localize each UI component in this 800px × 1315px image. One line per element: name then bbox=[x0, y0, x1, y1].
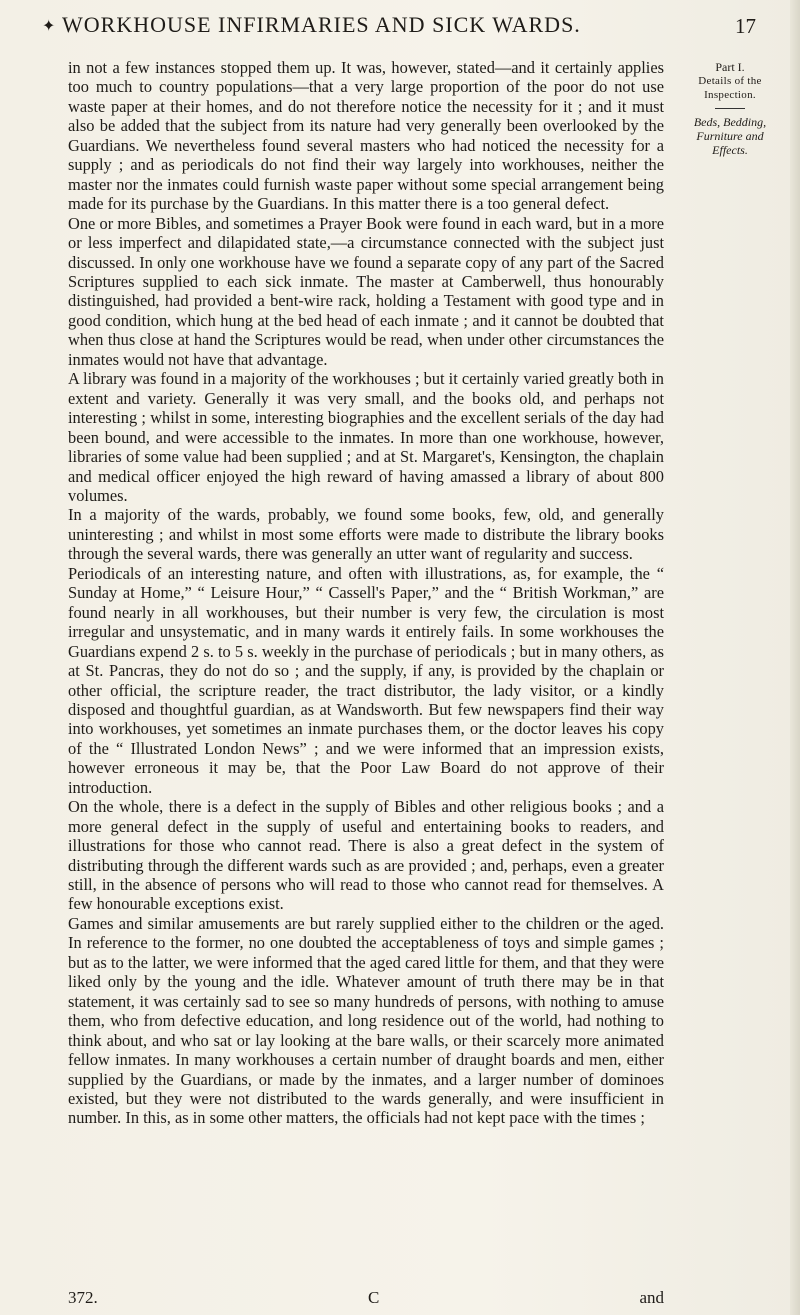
running-header bbox=[40, 8, 756, 48]
running-title: WORKHOUSE INFIRMARIES AND SICK WARDS. bbox=[62, 12, 581, 37]
margin-subject-line3: Effects. bbox=[712, 143, 748, 157]
margin-subject-line1: Beds, Bedding, bbox=[693, 115, 767, 129]
page-footer bbox=[68, 1288, 664, 1310]
margin-part-label: Part I. bbox=[715, 60, 745, 74]
paragraph-1: in not a few instances stopped them up. It was, however, stated—and it certainly applies too much to country populations—that a very large proportion of the poor do not use waste paper at their homes, and do not therefore notice the necessity for it ; and it must also be added that the subject from its nature had very generally been overlooked by the Guardians. We nevertheless found several masters who had noticed the necessity for a supply ; and as periodicals do not find their way largely into workhouses, neither the master nor the inmates could furnish waste paper without some special arrangement being made for its purchase by the Guardians. In this matter there is a too general defect. bbox=[68, 58, 664, 214]
footer-signature: C bbox=[368, 1288, 380, 1307]
paragraph-7: Games and similar amusements are but rarely supplied either to the children or the aged. In reference to the former, no one doubted the acceptableness of toys and simple games ; but as to the latter, we were informed that the aged cared little for them, and that they were liked only by the young and the idle. Whatever amount of truth there may be in that statement, it was certainly sad to see so many hundreds of persons, with nothing to amuse them, who from defective education, and long residence out of the world, had nothing to think about, and who sat or lay looking at the bare walls, or their scarcely more animated fellow inmates. In many workhouses a certain number of draught boards and men, either supplied by the Guardians, or made by the inmates, and a larger number of dominoes existed, but they were not distributed to the wards generally, and were insufficient in number. In this, as in some other matters, the officials had not kept pace with the times ; bbox=[68, 913, 664, 1128]
paragraph-3: A library was found in a majority of the workhouses ; but it certainly varied greatly both in extent and variety. Generally it was very small, and the books old, and perhaps not interesting ; whilst in some, interesting biographies and the excellent serials of the day had been bound, and were accessible to the inmates. In more than one workhouse, however, libraries of some value had been supplied ; and at St. Margaret's, Kensington, the chaplain and medical officer enjoyed the high reward of having amassed a library of about 800 volumes. bbox=[68, 369, 664, 505]
body-text bbox=[68, 58, 664, 1128]
paragraph-4: In a majority of the wards, probably, we found some books, few, old, and generally uninteresting ; and whilst in most some efforts were made to distribute the library books through the several wards, there was generally an utter want of regularity and success. bbox=[68, 505, 664, 564]
margin-notes bbox=[680, 60, 780, 157]
margin-details-line2: Inspection. bbox=[704, 89, 756, 101]
page-edge bbox=[790, 0, 800, 1315]
paragraph-6: On the whole, there is a defect in the supply of Bibles and other religious books ; and a more general defect in the supply of useful and entertaining books to readers, and illustrations for those who cannot read. There is also a great defect in the system of distributing through the different wards such as are provided ; and, perhaps, even a greater still, in the absence of persons who will read to those who cannot read for themselves. A few honourable exceptions exist. bbox=[68, 797, 664, 914]
margin-details-line1: Details of the bbox=[698, 75, 762, 87]
margin-rule bbox=[715, 108, 745, 109]
paragraph-5: Periodicals of an interesting nature, and often with illustrations, as, for example, the “ Sunday at Home,” “ Leisure Hour,” “ Cassell's Paper,” and the “ British Workman,” are found nearly in all workhouses, but their number is very few, the circulation is most irregular and unsystematic, and in many wards it entirely fails. In some workhouses the Guardians expend 2 s. to 5 s. weekly in the purchase of periodicals ; but in many others, as at St. Pancras, they do not do so ; and the supply, if any, is provided by the chaplain or other official, the scripture reader, the tract distributor, the lady visitor, or a kindly disposed and thoughtful guardian, as at Wandsworth. But few newspapers find their way into workhouses, yet sometimes an inmate purchases them, or the doctor leaves his copy of the “ Illustrated London News” ; and we were informed that an impression exists, however erroneous it may be, that the Poor Law Board do not approve of their introduction. bbox=[68, 563, 664, 797]
page-number: 17 bbox=[735, 14, 756, 38]
paragraph-2: One or more Bibles, and sometimes a Prayer Book were found in each ward, but in a more or less imperfect and dilapidated state,—a circumstance connected with the subject just discussed. In only one workhouse have we found a separate copy of any part of the Sacred Scriptures supplied to each sick inmate. The master at Camberwell, thus honourably distinguished, had provided a bent-wire rack, holding a Testament with good type and in good condition, which hung at the bed head of each inmate ; and it cannot be doubted that when thus close at hand the Scriptures would be read, when under other circumstances the inmates would not have that advantage. bbox=[68, 213, 664, 369]
footer-sheet-number: 372. bbox=[68, 1288, 98, 1307]
ornament-icon: ✦ bbox=[42, 18, 56, 35]
margin-subject-line2: Furniture and bbox=[696, 129, 764, 143]
footer-catchword: and bbox=[639, 1288, 664, 1307]
